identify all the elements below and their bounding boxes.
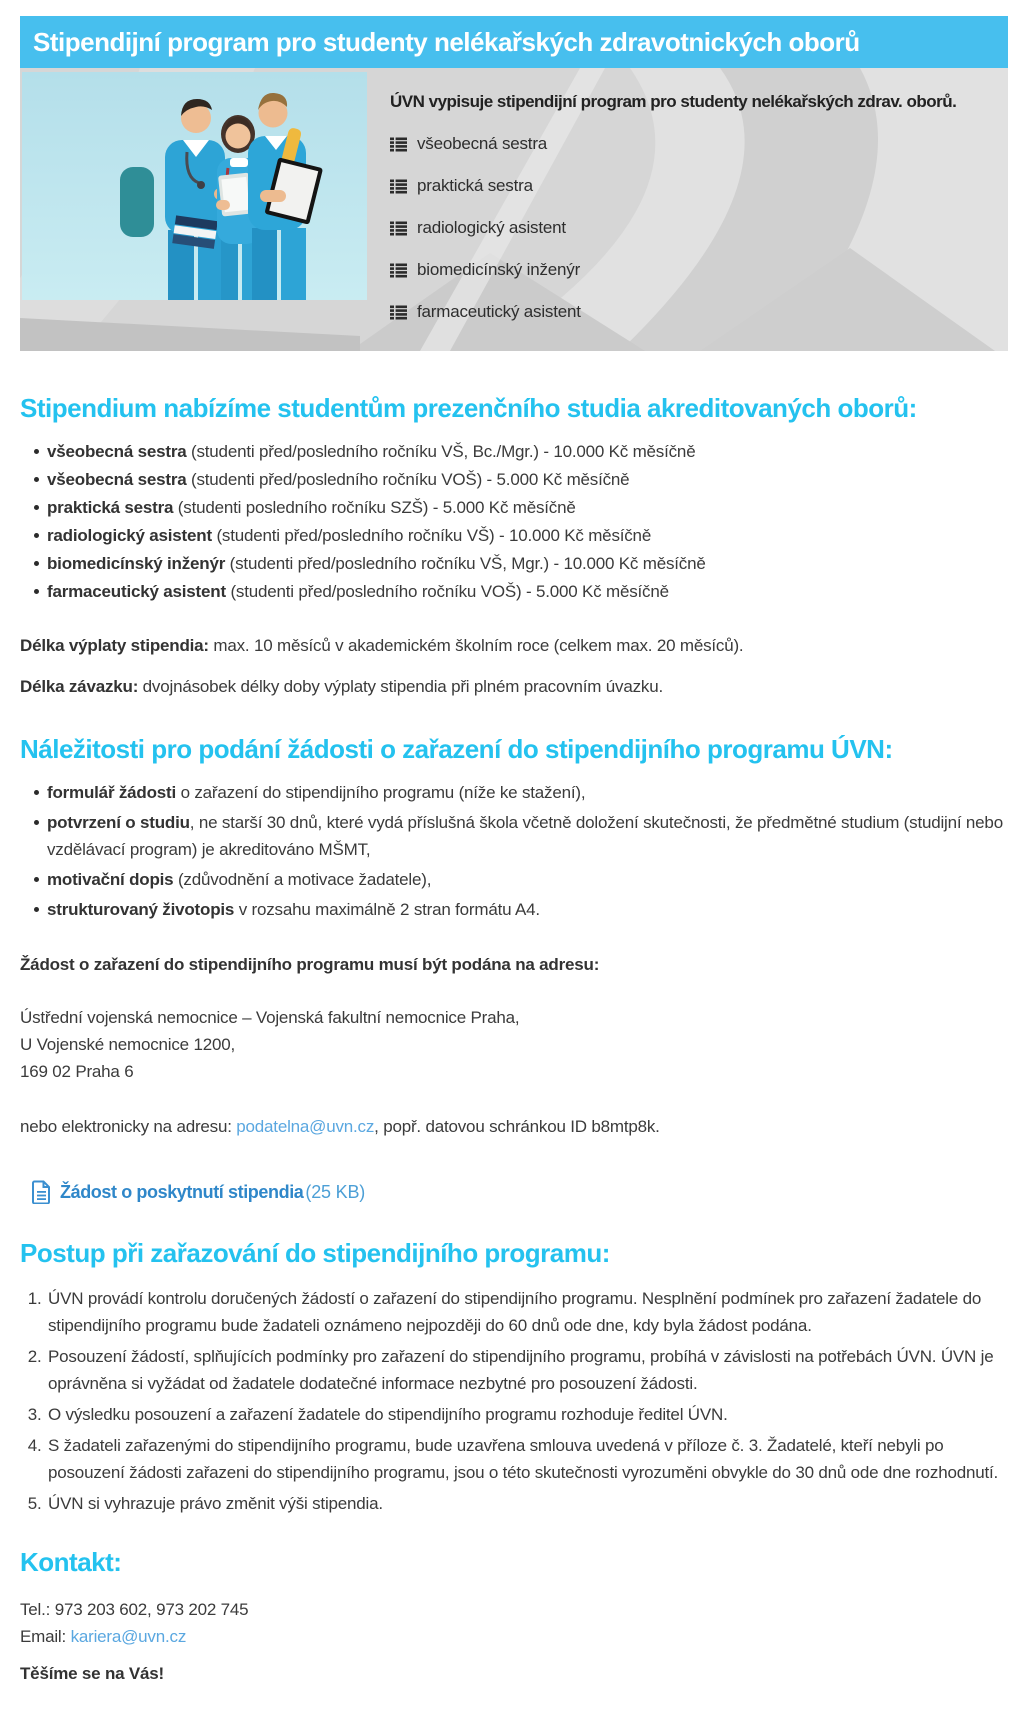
requirement-term: motivační dopis [47,870,174,889]
requirement-term: strukturovaný životopis [47,900,235,919]
podatelna-email-link[interactable]: podatelna@uvn.cz [236,1117,375,1136]
requirements-heading: Náležitosti pro podání žádosti o zařazení do stipendijního programu ÚVN: [20,734,893,764]
offer-item-term: radiologický asistent [47,526,212,545]
email-line [20,1623,1008,1650]
hero-field-list [390,134,1002,322]
offer-item [34,438,1008,466]
closing-line: Těšíme se na Vás! [20,1664,165,1683]
list-item [390,260,1002,280]
email-label: Email: [20,1627,71,1646]
process-steps [20,1285,1008,1517]
offer-item-detail: (studenti posledního ročníku SZŠ) - 5.000 Kč měsíčně [173,498,576,517]
list-item [390,302,1002,322]
kariera-email-link[interactable]: kariera@uvn.cz [70,1627,187,1646]
students-photo [22,72,367,300]
commitment-label: Délka závazku: [20,677,139,696]
page-title-banner [20,16,1008,68]
commitment-paragraph [20,673,1008,700]
offer-heading: Stipendium nabízíme studentům prezenčního studia akreditovaných oborů: [20,393,917,423]
duration-paragraph [20,632,1008,659]
list-icon [390,137,407,152]
requirement-detail: , ne starší 30 dnů, které vydá příslušná škola včetně doložení skutečnosti, že předmětné studium (studijní nebo vzdělávací program) je akreditováno MŠMT, [47,813,1003,859]
requirement-item [34,809,1008,863]
list-item [390,134,1002,154]
list-item [390,218,1002,238]
field-label: všeobecná sestra [417,134,548,153]
list-icon [390,221,407,236]
phone-line: Tel.: 973 203 602, 973 202 745 [20,1600,249,1619]
download-row [32,1180,1008,1204]
electronic-prefix: nebo elektronicky na adresu: [20,1117,237,1136]
offer-item-detail: (studenti před/posledního ročníku VOŠ) - 5.000 Kč měsíčně [186,470,630,489]
list-icon [390,305,407,320]
field-label: radiologický asistent [417,218,566,237]
hero-text-block [390,92,1002,322]
offer-item-term: praktická sestra [47,498,174,517]
offer-item-detail: (studenti před/posledního ročníku VŠ, Mgr.) - 10.000 Kč měsíčně [225,554,706,573]
offer-item-detail: (studenti před/posledního ročníku VOŠ) - 5.000 Kč měsíčně [225,582,669,601]
contact-heading: Kontakt: [20,1547,122,1577]
field-label: praktická sestra [417,176,533,195]
offer-item-term: všeobecná sestra [47,442,187,461]
document-icon [32,1180,51,1204]
requirements-list [20,779,1008,923]
duration-text: max. 10 měsíců v akademickém školním roce (celkem max. 20 měsíců). [208,636,744,655]
electronic-submission [20,1113,1008,1140]
process-heading: Postup při zařazování do stipendijního programu: [20,1238,610,1268]
address-line: 169 02 Praha 6 [20,1062,134,1081]
process-step: 1. ÚVN provádí kontrolu doručených žádostí o zařazení do stipendijního programu. Nesplnění podmínek pro zařazení žadatele do stipendijního programu bude žadateli oznámeno nejpozději do 60 dnů ode dne, kdy byla žádost podána. [46,1285,1008,1339]
process-step: 3. O výsledku posouzení a zařazení žadatele do stipendijního programu rozhoduje ředitel ÚVN. [46,1401,1008,1428]
list-item [390,176,1002,196]
stipend-form-download-link[interactable]: Žádost o poskytnutí stipendia [60,1181,304,1202]
commitment-text: dvojnásobek délky doby výplaty stipendia při plném pracovním úvazku. [138,677,663,696]
offer-item [34,494,1008,522]
process-step: 5. ÚVN si vyhrazuje právo změnit výši stipendia. [46,1490,1008,1517]
offer-item [34,522,1008,550]
electronic-suffix: , popř. datovou schránkou ID b8mtp8k. [374,1117,660,1136]
page [0,16,1028,1721]
address-line: U Vojenské nemocnice 1200, [20,1035,235,1054]
postal-address [20,1004,1008,1085]
offer-item-detail: (studenti před/posledního ročníku VŠ, Bc./Mgr.) - 10.000 Kč měsíčně [186,442,696,461]
hero-intro: ÚVN vypisuje stipendijní program pro studenty nelékařských zdrav. oborů. [390,92,957,111]
offer-item-term: všeobecná sestra [47,470,187,489]
field-label: biomedicínský inženýr [417,260,581,279]
process-step: 2. Posouzení žádostí, splňujících podmínky pro zařazení do stipendijního programu, probíhá v závislosti na potřebách ÚVN. ÚVN je oprávněna si vyžádat od žadatele dodatečné informace nezbytné pro posouzení žádosti. [46,1343,1008,1397]
duration-label: Délka výplaty stipendia: [20,636,209,655]
offer-item-term: farmaceutický asistent [47,582,226,601]
list-icon [390,179,407,194]
list-icon [390,263,407,278]
requirement-term: potvrzení o studiu [47,813,190,832]
page-title: Stipendijní program pro studenty nelékařských zdravotnických oborů [33,27,860,57]
offer-item [34,466,1008,494]
hero-section [20,68,1008,351]
requirement-detail: o zařazení do stipendijního programu (níže ke stažení), [176,783,586,802]
process-step: 4. S žadateli zařazenými do stipendijního programu, bude uzavřena smlouva uvedená v příloze č. 3. Žadatelé, kteří nebyli po posouzení žádosti zařazeni do stipendijního programu, jsou o této skutečnosti vyrozuměni obvykle do 30 dnů ode dne rozhodnutí. [46,1432,1008,1486]
file-size: (25 KB) [305,1181,366,1202]
main-content [20,393,1008,1684]
requirement-item [34,866,1008,893]
address-intro: Žádost o zařazení do stipendijního programu musí být podána na adresu: [20,955,600,974]
offer-list [20,438,1008,606]
requirement-item [34,779,1008,806]
requirement-item [34,896,1008,923]
requirement-detail: (zdůvodnění a motivace žadatele), [173,870,432,889]
offer-item-detail: (studenti před/posledního ročníku VŠ) - 10.000 Kč měsíčně [211,526,652,545]
requirement-term: formulář žádosti [47,783,177,802]
field-label: farmaceutický asistent [417,302,581,321]
offer-item [34,550,1008,578]
offer-item-term: biomedicínský inženýr [47,554,226,573]
requirement-detail: v rozsahu maximálně 2 stran formátu A4. [234,900,540,919]
address-line: Ústřední vojenská nemocnice – Vojenská fakultní nemocnice Praha, [20,1008,520,1027]
offer-item [34,578,1008,606]
